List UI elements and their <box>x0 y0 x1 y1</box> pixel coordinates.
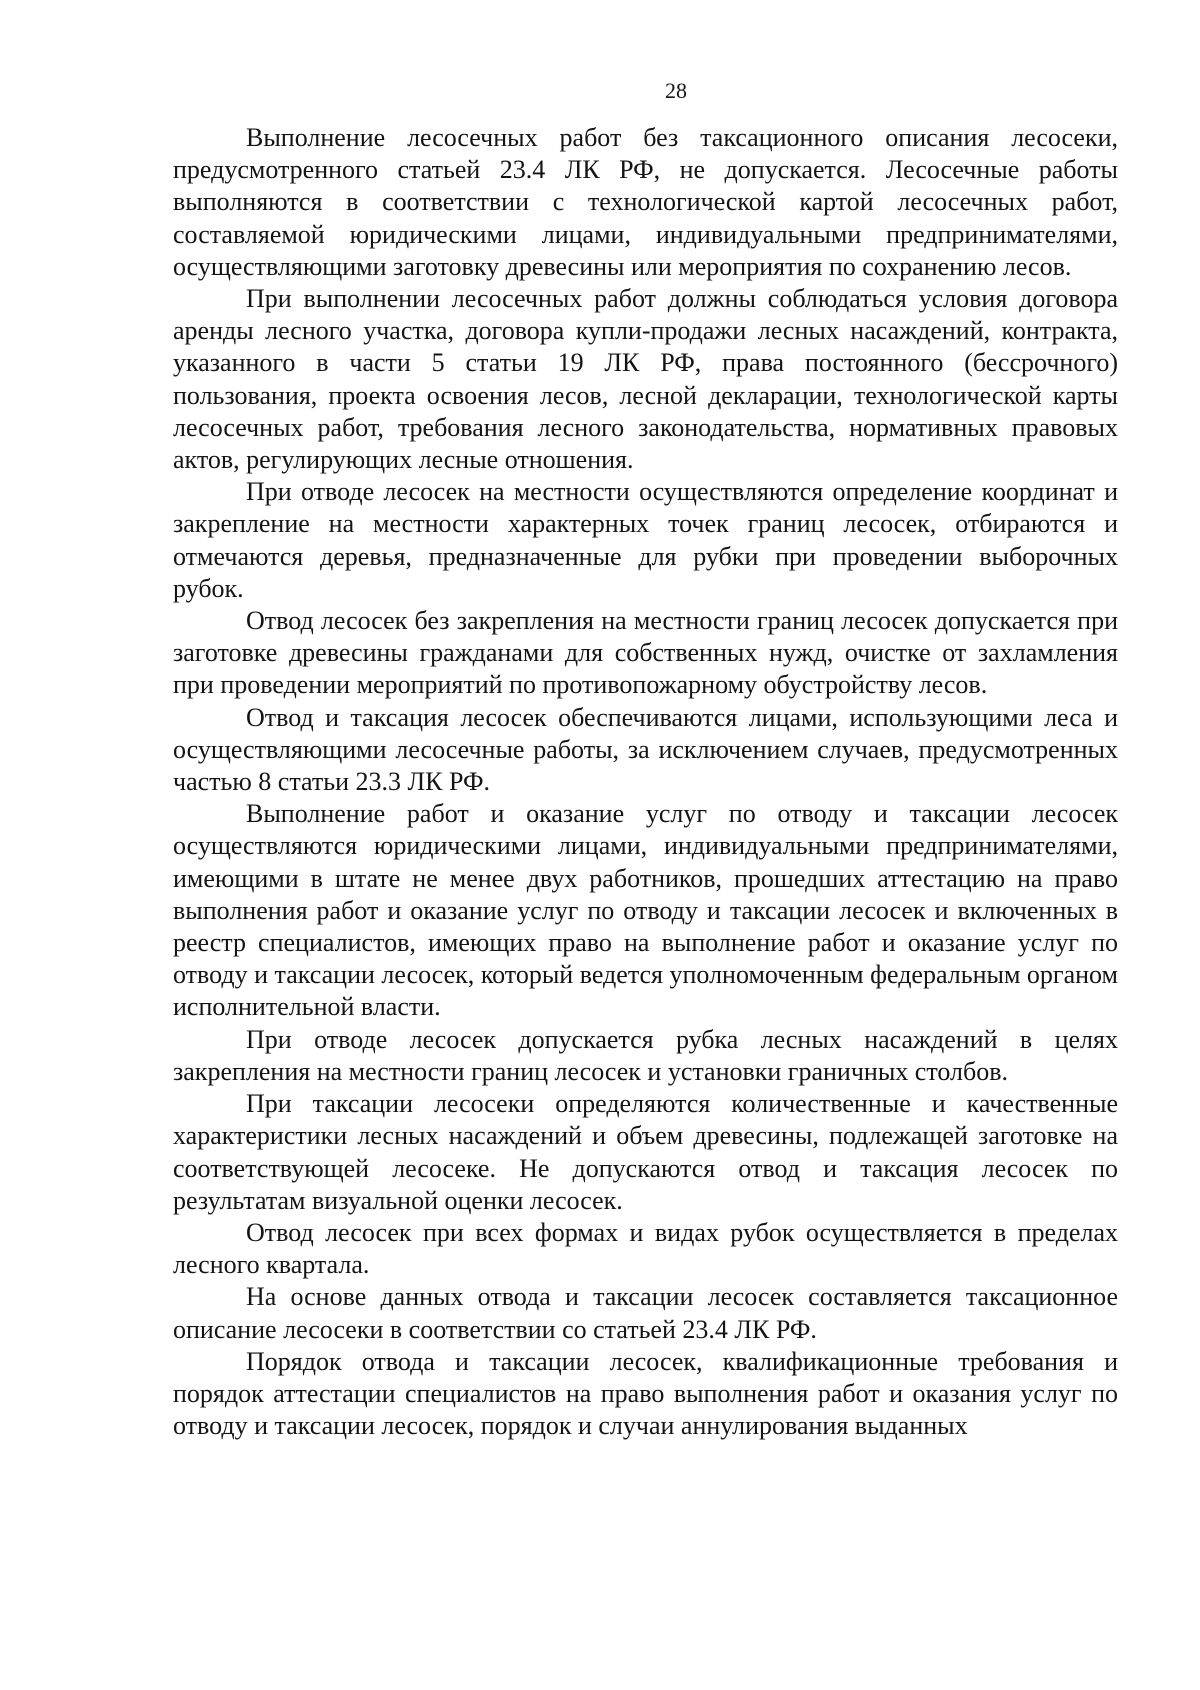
paragraph-4: Отвод лесосек без закрепления на местности границ лесосек допускается при заготовке древесины гражданами для собственных нужд, очистке от захламления при проведении мероприятий по противопожарному обустройству лесов. <box>173 606 1118 700</box>
paragraph-3: При отводе лесосек на местности осуществляются определение координат и закрепление на местности характерных точек границ лесосек, отбираются и отмечаются деревья, предназначенные для рубки при проведении выборочных рубок. <box>173 477 1118 603</box>
paragraph-2: При выполнении лесосечных работ должны соблюдаться условия договора аренды лесного участка, договора купли-продажи лесных насаждений, контракта, указанного в части 5 статьи 19 ЛК РФ, права постоянного (бессрочного) пользования, проекта освоения лесов, лесной декларации, технологической карты лесосечных работ, требования лесного законодательства, нормативных правовых актов, регулирующих лесные отношения. <box>173 284 1118 475</box>
paragraph-8: При таксации лесосеки определяются количественные и качественные характеристики лесных насаждений и объем древесины, подлежащей заготовке на соответствующей лесосеке. Не допускаются отвод и таксация лесосек по результатам визуальной оценки лесосек. <box>173 1089 1118 1215</box>
paragraph-5: Отвод и таксация лесосек обеспечиваются лицами, использующими леса и осуществляющими лесосечные работы, за исключением случаев, предусмотренных частью 8 статьи 23.3 ЛК РФ. <box>173 702 1118 797</box>
paragraph-11: Порядок отвода и таксации лесосек, квалификационные требования и порядок аттестации специалистов на право выполнения работ и оказания услуг по отводу и таксации лесосек, порядок и случаи аннулирования выданных <box>173 1346 1118 1441</box>
paragraph-1: Выполнение лесосечных работ без таксационного описания лесосеки, предусмотренного статьей 23.4 ЛК РФ, не допускается. Лесосечные работы выполняются в соответствии с технологической картой лесосечных работ, составляемой юридическими лицами, индивидуальными предпринимателями, осуществляющими заготовку древесины или мероприятия по сохранению лесов. <box>173 123 1118 281</box>
page-number: 28 <box>665 78 687 103</box>
body-text <box>173 122 1118 1442</box>
paragraph-7: При отводе лесосек допускается рубка лесных насаждений в целях закрепления на местности границ лесосек и установки граничных столбов. <box>173 1024 1118 1086</box>
paragraph-9: Отвод лесосек при всех формах и видах рубок осуществляется в пределах лесного квартала. <box>173 1217 1118 1280</box>
paragraph-6: Выполнение работ и оказание услуг по отводу и таксации лесосек осуществляются юридическими лицами, индивидуальными предпринимателями, имеющими в штате не менее двух работников, прошедших аттестацию на право выполнения работ и оказание услуг по отводу и таксации лесосек и включенных в реестр специалистов, имеющих право на выполнение работ и оказание услуг по отводу и таксации лесосек, который ведется уполномоченным федеральным органом исполнительной власти. <box>173 799 1118 1022</box>
paragraph-10: На основе данных отвода и таксации лесосек составляется таксационное описание лесосеки в соответствии со статьей 23.4 ЛК РФ. <box>173 1282 1118 1344</box>
